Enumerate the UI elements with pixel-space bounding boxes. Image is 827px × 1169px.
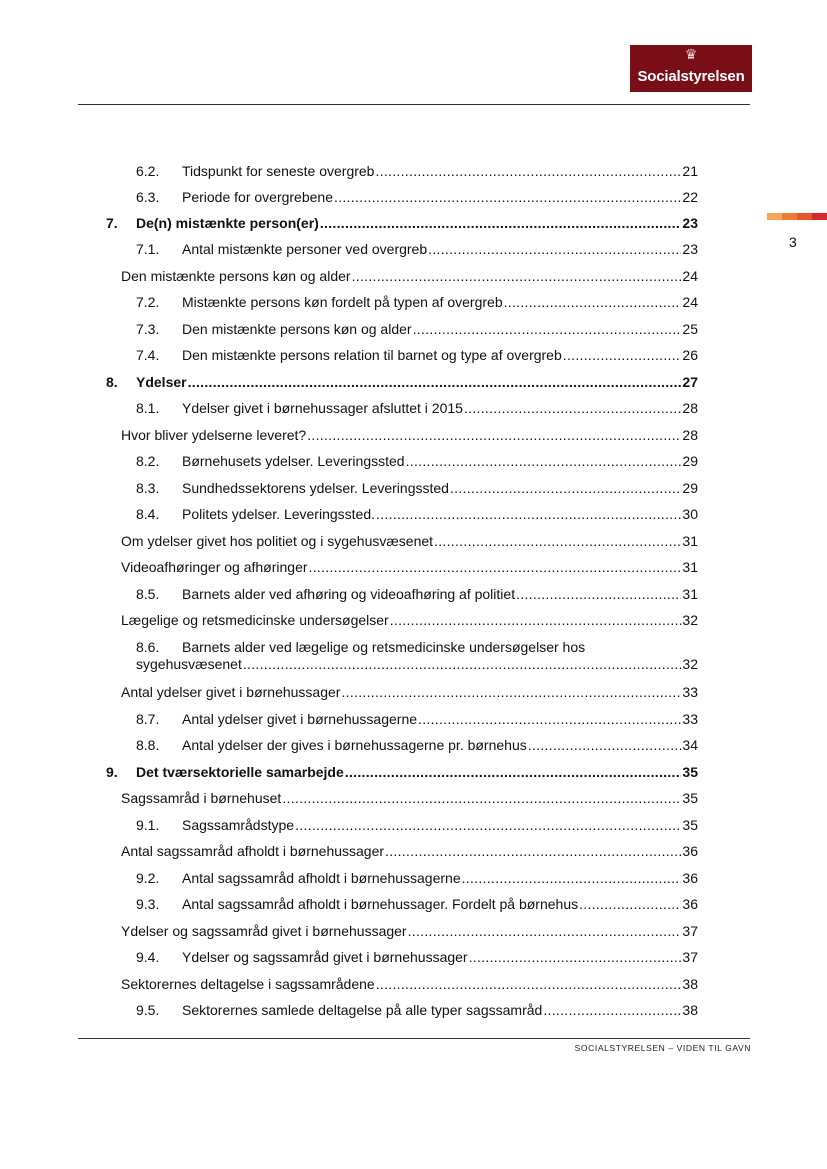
toc-leader xyxy=(282,790,681,807)
toc-page: 38 xyxy=(682,976,698,992)
toc-entry[interactable] xyxy=(121,684,698,701)
toc-title: Om ydelser givet hos politiet og i sygehusvæsenet xyxy=(121,533,434,549)
toc-number: 8.1. xyxy=(136,400,160,416)
toc-leader xyxy=(390,612,682,629)
toc-number: 9. xyxy=(106,764,118,780)
toc-number: 8.3. xyxy=(136,480,160,496)
toc-entry[interactable] xyxy=(136,506,698,523)
toc-page: 36 xyxy=(682,896,698,912)
toc-leader xyxy=(469,949,682,966)
toc-title: Periode for overgrebene xyxy=(182,189,333,205)
toc-number: 9.2. xyxy=(136,870,160,886)
toc-page: 32 xyxy=(682,656,698,672)
toc-title: Antal ydelser givet i børnehussagerne xyxy=(182,711,418,727)
toc-title: Det tværsektorielle samarbejde xyxy=(136,764,344,780)
toc-leader xyxy=(428,241,681,258)
toc-leader xyxy=(385,843,681,860)
toc-entry[interactable] xyxy=(136,294,698,311)
toc-number: 8.5. xyxy=(136,586,160,602)
toc-number: 8.8. xyxy=(136,737,160,753)
toc-page: 37 xyxy=(682,923,698,939)
toc-leader xyxy=(375,163,681,180)
toc-page: 35 xyxy=(682,790,698,806)
toc-number: 8.4. xyxy=(136,506,160,522)
toc-number: 9.4. xyxy=(136,949,160,965)
toc-entry[interactable] xyxy=(136,896,698,913)
toc-leader xyxy=(309,559,682,576)
header-divider xyxy=(78,104,750,105)
page-number: 3 xyxy=(789,234,797,250)
toc-leader xyxy=(543,1002,681,1019)
toc-entry[interactable] xyxy=(136,480,698,497)
toc-leader xyxy=(450,480,681,497)
toc-leader xyxy=(462,870,682,887)
toc-title: Ydelser og sagssamråd givet i børnehussager xyxy=(121,923,407,939)
toc-title: De(n) mistænkte person(er) xyxy=(136,215,319,231)
toc-title: Antal sagssamråd afholdt i børnehussager. Fordelt på børnehus xyxy=(182,896,579,912)
toc-entry[interactable] xyxy=(136,1002,698,1019)
toc-page: 35 xyxy=(682,764,698,780)
toc-leader xyxy=(334,189,681,206)
toc-number: 8.2. xyxy=(136,453,160,469)
toc-page: 28 xyxy=(682,427,698,443)
toc-entry[interactable] xyxy=(121,790,698,807)
toc-page: 37 xyxy=(682,949,698,965)
toc-number: 8.6. xyxy=(136,639,160,655)
toc-page: 32 xyxy=(682,612,698,628)
toc-title: Barnets alder ved lægelige og retsmedicinske undersøgelser hos xyxy=(182,639,586,655)
toc-title: Sagssamråd i børnehuset xyxy=(121,790,282,806)
toc-entry[interactable] xyxy=(136,817,698,834)
toc-leader xyxy=(413,321,682,338)
toc-title: Antal ydelser der gives i børnehussagerne pr. børnehus xyxy=(182,737,527,753)
toc-leader xyxy=(341,684,681,701)
toc-number: 9.5. xyxy=(136,1002,160,1018)
toc-leader xyxy=(243,656,682,673)
toc-page: 38 xyxy=(682,1002,698,1018)
toc-title: Sektorernes deltagelse i sagssamrådene xyxy=(121,976,375,992)
toc-number: 7.4. xyxy=(136,347,160,363)
toc-number: 6.3. xyxy=(136,189,160,205)
toc-title: Den mistænkte persons køn og alder xyxy=(121,268,351,284)
toc-leader xyxy=(352,268,682,285)
toc-page: 36 xyxy=(682,843,698,859)
toc-entry[interactable] xyxy=(136,949,698,966)
toc-title: Den mistænkte persons relation til barnet og type af overgreb xyxy=(182,347,562,363)
toc-page: 27 xyxy=(682,374,698,390)
toc-page: 25 xyxy=(682,321,698,337)
toc-entry[interactable] xyxy=(136,586,698,603)
toc-number: 7. xyxy=(106,215,118,231)
toc-title: Antal mistænkte personer ved overgreb xyxy=(182,241,428,257)
toc-leader xyxy=(418,711,681,728)
toc-entry[interactable] xyxy=(136,453,698,470)
toc-page: 33 xyxy=(682,711,698,727)
toc-title: Lægelige og retsmedicinske undersøgelser xyxy=(121,612,389,628)
toc-leader xyxy=(376,976,682,993)
toc-page: 31 xyxy=(682,559,698,575)
toc-leader xyxy=(408,923,682,940)
toc-entry[interactable] xyxy=(121,976,698,993)
color-stripe xyxy=(767,213,827,220)
footer-text: SOCIALSTYRELSEN – VIDEN TIL GAVN xyxy=(574,1043,751,1053)
toc-title: Sektorernes samlede deltagelse på alle typer sagssamråd xyxy=(182,1002,543,1018)
toc-title: Sagssamrådstype xyxy=(182,817,295,833)
toc-page: 22 xyxy=(682,189,698,205)
toc-entry[interactable] xyxy=(121,427,698,444)
toc-title: Tidspunkt for seneste overgreb xyxy=(182,163,375,179)
toc-page: 23 xyxy=(682,215,698,231)
toc-title: Antal sagssamråd afholdt i børnehussagerne xyxy=(182,870,461,886)
toc-leader xyxy=(464,400,681,417)
toc-leader xyxy=(579,896,681,913)
toc-title: Ydelser xyxy=(136,374,187,390)
toc-page: 23 xyxy=(682,241,698,257)
toc-leader xyxy=(376,506,681,523)
toc-entry[interactable] xyxy=(136,163,698,180)
toc-entry[interactable] xyxy=(136,400,698,417)
toc-entry[interactable] xyxy=(121,923,698,940)
toc-entry[interactable] xyxy=(136,870,698,887)
toc-entry[interactable] xyxy=(106,374,698,391)
toc-title: Ydelser givet i børnehussager afsluttet i 2015 xyxy=(182,400,463,416)
toc-page: 24 xyxy=(682,268,698,284)
toc-page: 34 xyxy=(682,737,698,753)
toc-entry[interactable] xyxy=(121,559,698,576)
toc-title-continued: sygehusvæsenet xyxy=(136,656,242,672)
toc-leader xyxy=(563,347,682,364)
toc-entry[interactable] xyxy=(121,268,698,285)
toc-page: 31 xyxy=(682,586,698,602)
toc-leader xyxy=(504,294,682,311)
toc-title: Den mistænkte persons køn og alder xyxy=(182,321,412,337)
toc-leader xyxy=(345,764,682,781)
toc-page: 29 xyxy=(682,480,698,496)
toc-title: Børnehusets ydelser. Leveringssted xyxy=(182,453,405,469)
toc-title: Antal ydelser givet i børnehussager xyxy=(121,684,341,700)
toc-leader xyxy=(516,586,681,603)
toc-title: Barnets alder ved afhøring og videoafhøring af politiet xyxy=(182,586,516,602)
toc-entry[interactable] xyxy=(136,711,698,728)
toc-title: Mistænkte persons køn fordelt på typen af overgreb xyxy=(182,294,503,310)
toc-number: 8.7. xyxy=(136,711,160,727)
toc-page: 26 xyxy=(682,347,698,363)
toc-entry[interactable] xyxy=(121,612,698,629)
toc-number: 8. xyxy=(106,374,118,390)
toc-leader xyxy=(307,427,681,444)
toc-number: 6.2. xyxy=(136,163,160,179)
toc-number: 7.3. xyxy=(136,321,160,337)
toc-page: 21 xyxy=(682,163,698,179)
toc-title: Videoafhøringer og afhøringer xyxy=(121,559,308,575)
toc-page: 24 xyxy=(682,294,698,310)
toc-entry[interactable] xyxy=(121,533,698,550)
toc-entry[interactable] xyxy=(106,215,698,232)
toc-entry[interactable] xyxy=(136,639,698,673)
toc-title: Politets ydelser. Leveringssted. xyxy=(182,506,375,522)
toc-entry[interactable] xyxy=(136,241,698,258)
toc-number: 7.1. xyxy=(136,241,160,257)
toc-entry[interactable] xyxy=(106,764,698,781)
toc-page: 31 xyxy=(682,533,698,549)
toc-leader xyxy=(188,374,682,391)
toc-page: 29 xyxy=(682,453,698,469)
toc-leader xyxy=(528,737,682,754)
crown-icon: ♛ xyxy=(684,46,698,62)
toc-entry[interactable] xyxy=(136,321,698,338)
toc-title: Hvor bliver ydelserne leveret? xyxy=(121,427,307,443)
footer-divider xyxy=(78,1038,750,1039)
toc-entry[interactable] xyxy=(136,189,698,206)
toc-page: 36 xyxy=(682,870,698,886)
socialstyrelsen-logo xyxy=(630,45,752,92)
toc-page: 28 xyxy=(682,400,698,416)
toc-page: 35 xyxy=(682,817,698,833)
toc-number: 9.3. xyxy=(136,896,160,912)
toc-title: Antal sagssamråd afholdt i børnehussager xyxy=(121,843,385,859)
toc-leader xyxy=(434,533,681,550)
logo-text: Socialstyrelsen xyxy=(637,68,745,85)
toc-entry[interactable] xyxy=(136,347,698,364)
toc-entry[interactable] xyxy=(121,843,698,860)
toc-number: 7.2. xyxy=(136,294,160,310)
toc-title: Ydelser og sagssamråd givet i børnehussager xyxy=(182,949,468,965)
toc-leader xyxy=(320,215,682,232)
toc-leader xyxy=(295,817,681,834)
toc-page: 33 xyxy=(682,684,698,700)
toc-page: 30 xyxy=(682,506,698,522)
toc-title: Sundhedssektorens ydelser. Leveringssted xyxy=(182,480,449,496)
toc-entry[interactable] xyxy=(136,737,698,754)
toc-number: 9.1. xyxy=(136,817,160,833)
toc-leader xyxy=(406,453,682,470)
